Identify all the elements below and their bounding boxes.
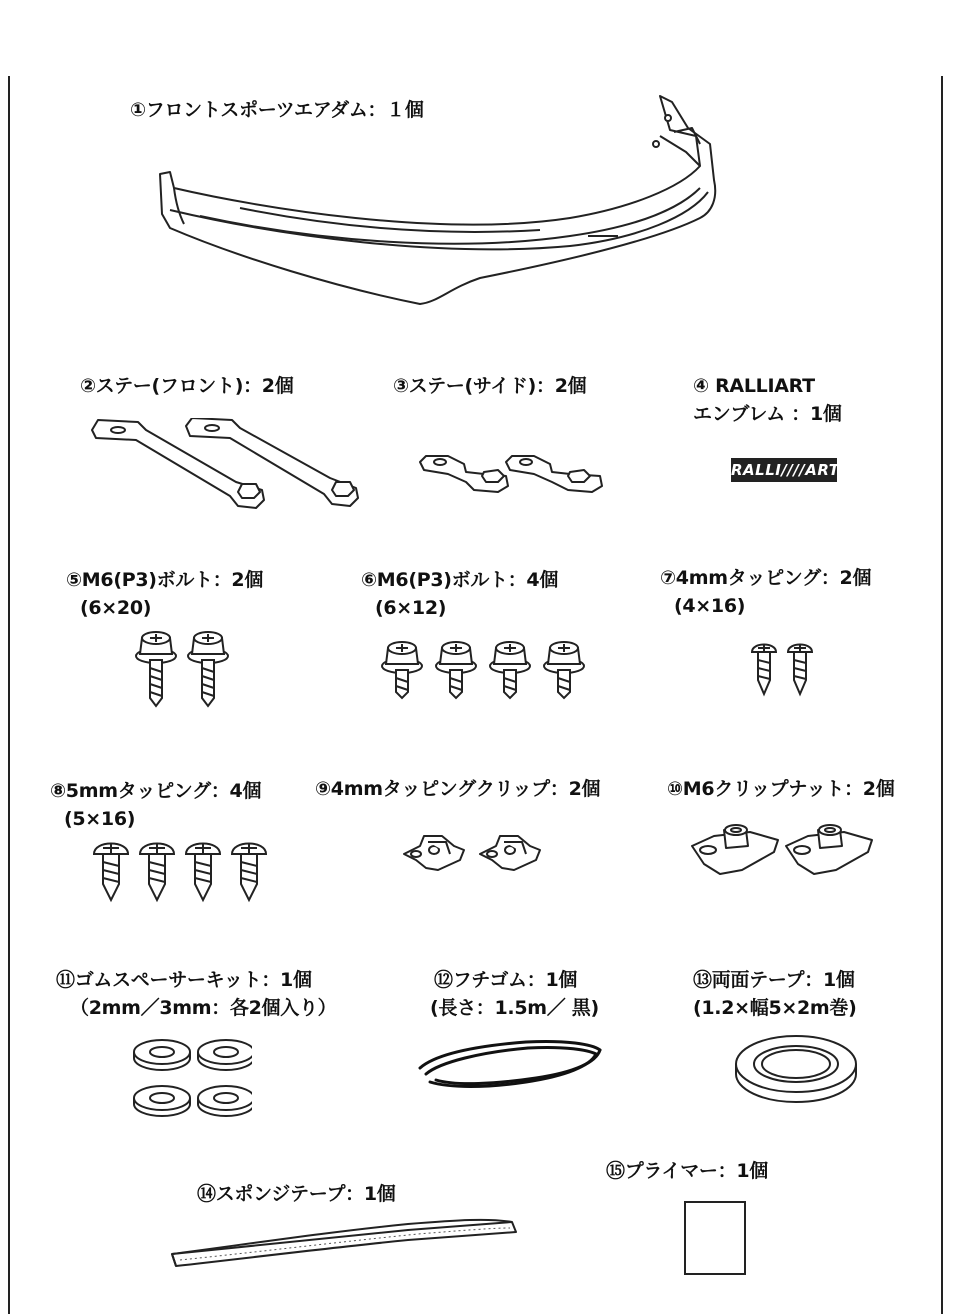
part-8-label: ⑧5mmタッピング：4個 (5×16) xyxy=(50,780,262,830)
tapping-screw-5mm-icon xyxy=(92,838,272,904)
tapping-clip-icon xyxy=(402,832,552,876)
part-1-label: ①フロントスポーツエアダム：１個 xyxy=(130,99,424,121)
bolt-6x12-icon xyxy=(380,638,590,700)
part-10-label: ⑩M6クリップナット：2個 xyxy=(667,778,895,800)
tapping-screw-4mm-icon xyxy=(748,640,818,698)
part-7-label: ⑦4mmタッピング：2個 (4×16) xyxy=(660,567,872,617)
part-14-label: ⑭スポンジテープ：1個 xyxy=(197,1183,396,1205)
clip-nut-icon xyxy=(690,822,880,882)
part-9-label: ⑨4mmタッピングクリップ：2個 xyxy=(315,778,601,800)
part-3-label: ③ステー(サイド)：2個 xyxy=(393,375,587,397)
rubber-spacer-icon xyxy=(132,1038,252,1122)
right-frame-line xyxy=(941,76,943,1314)
bolt-6x20-icon xyxy=(134,628,234,708)
front-stay-icon xyxy=(86,418,376,513)
left-frame-line xyxy=(8,76,10,1314)
part-2-label: ②ステー(フロント)：2個 xyxy=(80,375,294,397)
part-11-label: ⑪ゴムスペーサーキット：1個 （2mm／3mm：各2個入り） xyxy=(56,969,337,1019)
part-5-label: ⑤M6(P3)ボルト：2個 (6×20) xyxy=(66,569,264,619)
sponge-tape-icon xyxy=(168,1216,520,1268)
part-12-label: ⑫フチゴム：1個 (長さ：1.5m／ 黒) xyxy=(430,969,599,1019)
double-sided-tape-icon xyxy=(734,1034,858,1104)
front-air-dam-icon xyxy=(140,88,730,318)
part-6-label: ⑥M6(P3)ボルト：4個 (6×12) xyxy=(361,569,559,619)
part-13-label: ⑬両面テープ：1個 (1.2×幅5×2m巻) xyxy=(693,969,857,1019)
primer-icon xyxy=(684,1200,748,1278)
part-4-label: ④ RALLIART エンブレム ：1個 xyxy=(693,375,842,425)
part-15-label: ⑮プライマー：1個 xyxy=(606,1160,768,1182)
edge-rubber-icon xyxy=(416,1032,606,1092)
side-stay-icon xyxy=(418,452,608,494)
ralliart-emblem: RALLI////ART xyxy=(731,458,837,482)
